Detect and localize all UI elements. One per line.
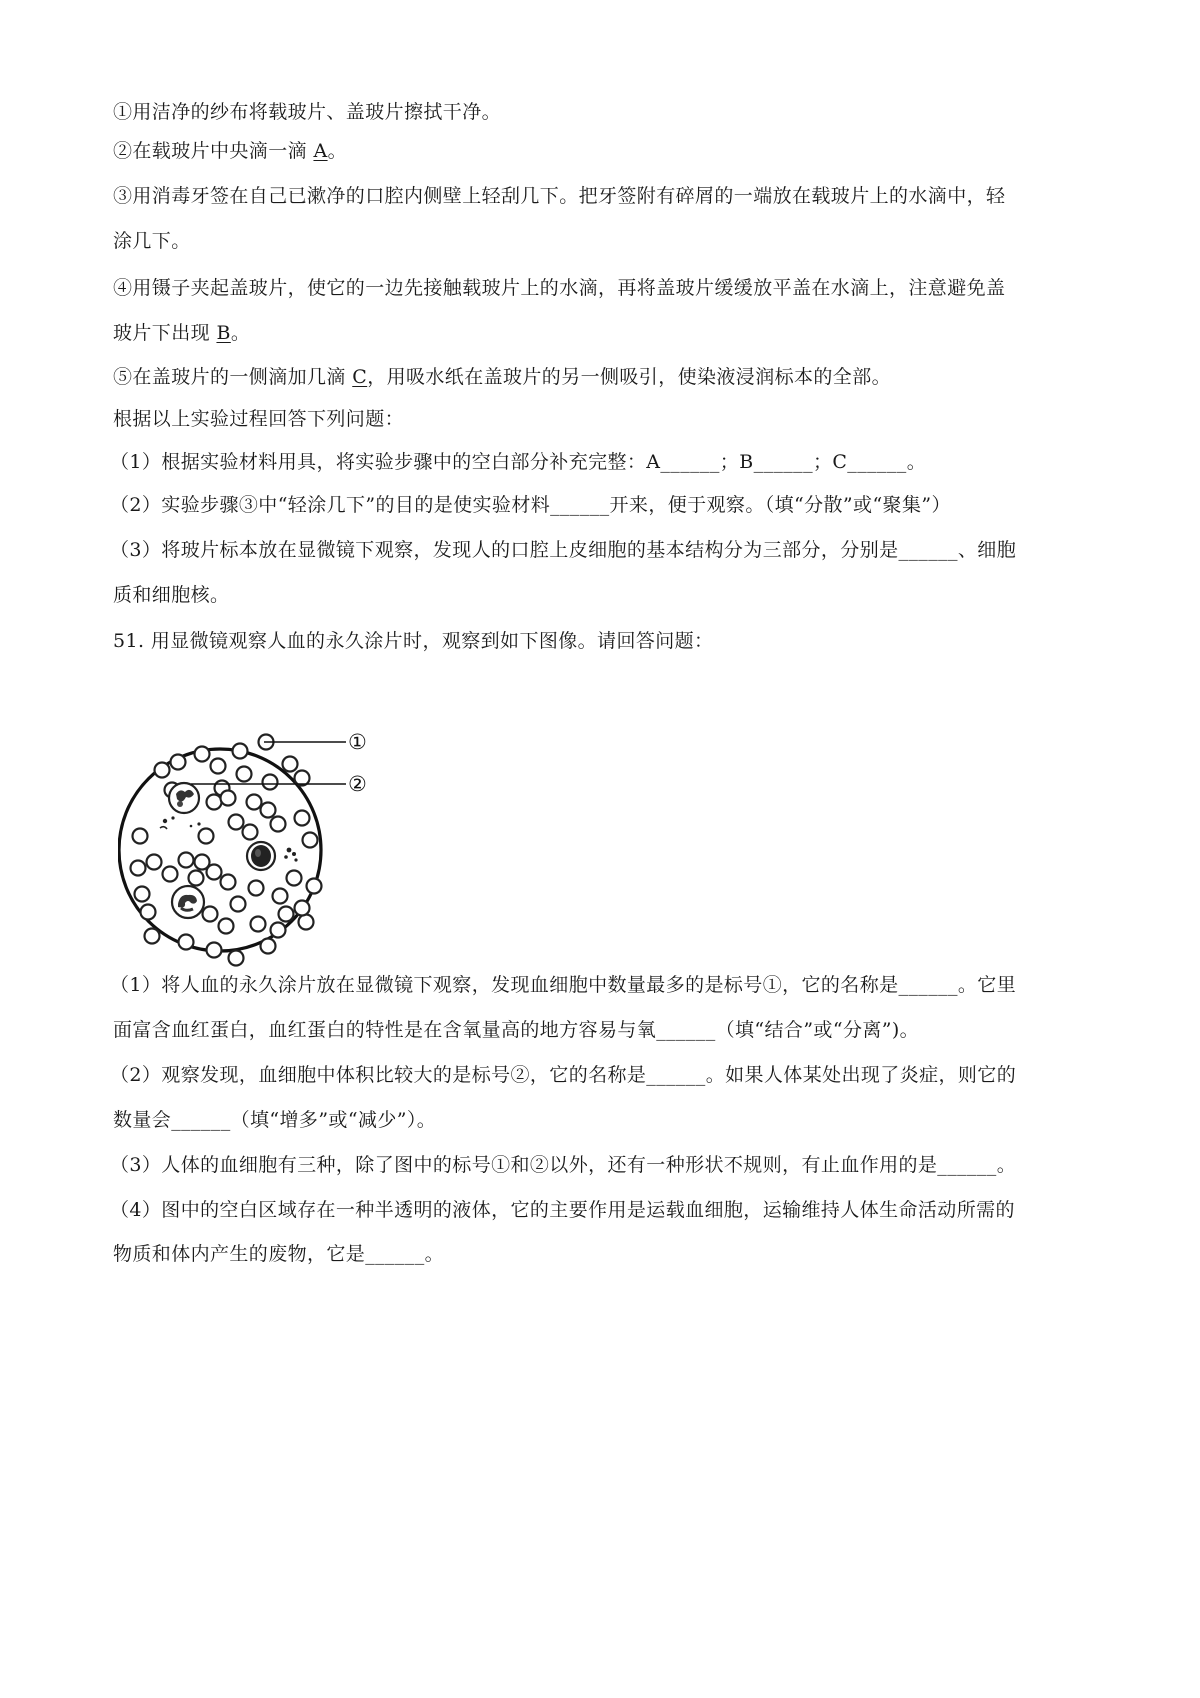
step-4-line-1 bbox=[113, 273, 1090, 303]
question-51-part-1-text: （1）将人血的永久涂片放在显微镜下观察，发现血细胞中数量最多的是标号①，它的名称是______。它里 bbox=[110, 974, 1017, 996]
question-51-part-1-text-cont: 面富含血红蛋白，血红蛋白的特性是在含氧量高的地方容易与氧______（填“结合”或“分离”)。 bbox=[113, 1019, 920, 1041]
red-blood-cell bbox=[263, 775, 278, 790]
red-blood-cell bbox=[145, 929, 160, 944]
step-3-line-2 bbox=[113, 226, 1090, 256]
red-blood-cell bbox=[179, 935, 194, 950]
white-blood-cell-upper bbox=[169, 783, 199, 813]
question-50-part-3-text-cont: 质和细胞核。 bbox=[113, 584, 230, 606]
red-blood-cell bbox=[247, 795, 262, 810]
red-blood-cell bbox=[203, 907, 218, 922]
red-blood-cell bbox=[199, 829, 214, 844]
red-blood-cell bbox=[189, 871, 204, 886]
red-blood-cell bbox=[271, 923, 286, 938]
blank-c: C bbox=[352, 366, 368, 388]
red-blood-cell bbox=[171, 755, 186, 770]
red-blood-cell bbox=[195, 747, 210, 762]
blood-smear-drawing bbox=[118, 718, 408, 978]
red-blood-cell bbox=[207, 865, 222, 880]
red-blood-cell bbox=[249, 881, 264, 896]
question-51-title bbox=[113, 626, 1090, 656]
question-50-part-1 bbox=[110, 447, 1090, 477]
red-blood-cell bbox=[273, 889, 288, 904]
question-51-title-text: 51. 用显微镜观察人血的永久涂片时，观察到如下图像。请回答问题： bbox=[113, 630, 714, 652]
blood-smear-figure bbox=[118, 718, 408, 978]
step-4-end: 。 bbox=[230, 322, 251, 344]
question-51-part-4-text-cont: 物质和体内产生的废物，它是______。 bbox=[113, 1243, 445, 1265]
step-4-text-cont: 玻片下出现 bbox=[113, 322, 217, 344]
question-51-part-4-line-2 bbox=[113, 1239, 1090, 1269]
question-51-part-1-line-2 bbox=[113, 1015, 1090, 1045]
red-blood-cell bbox=[229, 951, 244, 966]
question-50-intro-text: 根据以上实验过程回答下列问题： bbox=[113, 408, 405, 430]
step-2 bbox=[113, 136, 1090, 166]
figure-label-2: ② bbox=[348, 772, 367, 796]
question-51-part-2-line-2 bbox=[113, 1105, 1090, 1135]
red-blood-cell bbox=[233, 744, 248, 759]
red-blood-cell bbox=[295, 811, 310, 826]
blank-b: B bbox=[216, 322, 231, 344]
red-blood-cell bbox=[211, 759, 226, 774]
red-blood-cell bbox=[251, 917, 266, 932]
question-50-part-3-line-1 bbox=[110, 535, 1090, 565]
red-blood-cell bbox=[237, 767, 252, 782]
red-blood-cell bbox=[155, 763, 170, 778]
question-50-part-2 bbox=[110, 490, 1090, 520]
step-4-line-2 bbox=[113, 318, 1090, 348]
question-51-part-3 bbox=[110, 1150, 1090, 1180]
red-blood-cell bbox=[303, 833, 318, 848]
red-blood-cell bbox=[131, 861, 146, 876]
step-3-text: ③用消毒牙签在自己已漱净的口腔内侧壁上轻刮几下。把牙签附有碎屑的一端放在载玻片上的水滴中，轻 bbox=[113, 185, 1006, 207]
step-3-text-cont: 涂几下。 bbox=[113, 230, 191, 252]
red-blood-cell bbox=[295, 901, 310, 916]
red-blood-cell bbox=[229, 815, 244, 830]
question-50-intro bbox=[113, 404, 1090, 434]
red-blood-cell bbox=[231, 897, 246, 912]
red-blood-cell bbox=[207, 943, 222, 958]
question-51-part-1-line-1 bbox=[110, 970, 1090, 1000]
question-50-part-3-text: （3）将玻片标本放在显微镜下观察，发现人的口腔上皮细胞的基本结构分为三部分，分别是______、细胞 bbox=[110, 539, 1017, 561]
red-blood-cell bbox=[287, 871, 302, 886]
question-51-part-2-text-cont: 数量会______（填“增多”或“减少”）。 bbox=[113, 1109, 437, 1131]
step-4-text: ④用镊子夹起盖玻片，使它的一边先接触载玻片上的水滴，再将盖玻片缓缓放平盖在水滴上，注意避免盖 bbox=[113, 277, 1006, 299]
question-51-part-4-text: （4）图中的空白区域存在一种半透明的液体，它的主要作用是运载血细胞，运输维持人体生命活动所需的 bbox=[110, 1199, 1015, 1221]
question-51-part-2-line-1 bbox=[110, 1060, 1090, 1090]
step-1 bbox=[113, 97, 1090, 127]
red-blood-cell bbox=[163, 867, 178, 882]
red-blood-cell bbox=[207, 795, 222, 810]
white-blood-cell-lower bbox=[172, 886, 204, 918]
red-blood-cell bbox=[141, 905, 156, 920]
red-blood-cell bbox=[147, 855, 162, 870]
question-51-part-4-line-1 bbox=[110, 1195, 1090, 1225]
question-50-part-3-line-2 bbox=[113, 580, 1090, 610]
step-1-text: ①用洁净的纱布将载玻片、盖玻片擦拭干净。 bbox=[113, 101, 502, 123]
step-5-end: ，用吸水纸在盖玻片的另一侧吸引，使染液浸润标本的全部。 bbox=[367, 366, 892, 388]
red-blood-cell bbox=[179, 853, 194, 868]
red-blood-cell bbox=[283, 757, 298, 772]
red-blood-cell bbox=[279, 907, 294, 922]
red-blood-cell bbox=[261, 939, 276, 954]
question-50-part-1-text: （1）根据实验材料用具，将实验步骤中的空白部分补充完整：A______；B______；C______。 bbox=[110, 451, 927, 473]
red-blood-cell bbox=[219, 919, 234, 934]
red-blood-cell bbox=[135, 887, 150, 902]
question-50-part-2-text: （2）实验步骤③中“轻涂几下”的目的是使实验材料______开来，便于观察。（填“分散”或“聚集”） bbox=[110, 494, 951, 516]
red-blood-cell bbox=[261, 803, 276, 818]
red-blood-cell bbox=[307, 879, 322, 894]
blank-a: A bbox=[313, 140, 328, 162]
red-blood-cell bbox=[243, 825, 258, 840]
step-2-text: ②在载玻片中央滴一滴 bbox=[113, 140, 314, 162]
step-5 bbox=[113, 362, 1090, 392]
step-5-text: ⑤在盖玻片的一侧滴加几滴 bbox=[113, 366, 353, 388]
question-51-part-2-text: （2）观察发现，血细胞中体积比较大的是标号②，它的名称是______。如果人体某处出现了炎症，则它的 bbox=[110, 1064, 1017, 1086]
step-2-end: 。 bbox=[327, 140, 347, 162]
figure-label-1: ① bbox=[348, 730, 367, 754]
question-51-part-3-text: （3）人体的血细胞有三种，除了图中的标号①和②以外，还有一种形状不规则，有止血作用的是______。 bbox=[110, 1154, 1017, 1176]
red-blood-cell bbox=[221, 875, 236, 890]
lymphocyte bbox=[247, 842, 275, 870]
red-blood-cell bbox=[221, 791, 236, 806]
red-blood-cell bbox=[299, 915, 314, 930]
red-blood-cell bbox=[133, 829, 148, 844]
step-3-line-1 bbox=[113, 181, 1090, 211]
red-blood-cell bbox=[271, 817, 286, 832]
